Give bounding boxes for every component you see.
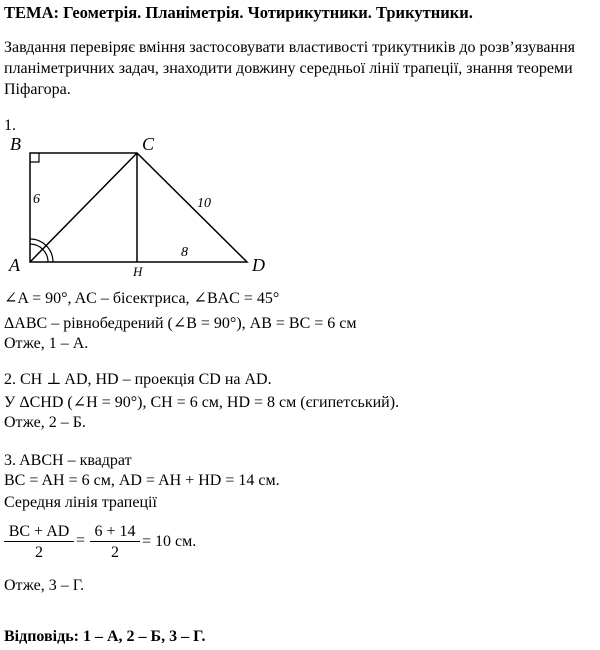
vertex-h-label: H [133, 264, 143, 279]
trapezoid-figure [0, 130, 290, 285]
midline-formula [4, 522, 304, 572]
trapezoid-outline [30, 153, 247, 262]
intro-paragraph: Завдання перевіряє вміння застосовувати властивості трикутників до розв’язування планіметричних задач, знаходити довжину середньої лінії трапеції, знання теореми Піфагора. [4, 39, 575, 98]
formula-result: = 10 см. [142, 533, 197, 550]
side-cd-label: 10 [197, 196, 211, 211]
page-title: ТЕМА: Геометрія. Планіметрія. Чотирикутники. Трикутники. [4, 3, 473, 22]
side-ab-label: 6 [33, 192, 40, 207]
vertex-d-label: D [252, 255, 265, 275]
task3-line1: 3. ABCH – квадрат [4, 452, 132, 469]
fraction-numerator: BC + AD [8, 523, 70, 540]
task1-line2: ΔABC – рівнобедрений (∠B = 90°), AB = BC = 6 см [4, 315, 357, 332]
task1-line3: Отже, 1 – А. [4, 335, 89, 352]
task2-line3: Отже, 2 – Б. [4, 414, 86, 431]
fraction-numerator: 6 + 14 [94, 523, 136, 540]
fraction-6-14 [90, 522, 140, 564]
task2-line2: У ΔCHD (∠H = 90°), CH = 6 см, HD = 8 см (єгипетський). [4, 394, 400, 411]
task2-line1: 2. CH ⊥ AD, HD – проекція CD на AD. [4, 371, 272, 388]
right-angle-mark [30, 153, 39, 162]
task1-number: 1. [4, 117, 16, 134]
task3-line2: BC = AH = 6 см, AD = AH + HD = 14 см. [4, 472, 280, 489]
fraction-bc-ad [4, 522, 74, 564]
equals-sign: = [76, 532, 86, 549]
vertex-c-label: C [142, 134, 155, 154]
final-answer: Відповідь: 1 – А, 2 – Б, 3 – Г. [4, 628, 206, 645]
fraction-denominator: 2 [111, 544, 119, 561]
vertex-b-label: B [10, 134, 21, 154]
task1-line1: ∠A = 90°, AC – бісектриса, ∠BAC = 45° [4, 290, 280, 307]
segment-hd-label: 8 [181, 245, 188, 260]
vertex-a-label: A [9, 255, 20, 275]
fraction-denominator: 2 [35, 544, 43, 561]
task3-line5: Отже, 3 – Г. [4, 577, 85, 594]
task3-line3: Середня лінія трапеції [4, 494, 157, 511]
